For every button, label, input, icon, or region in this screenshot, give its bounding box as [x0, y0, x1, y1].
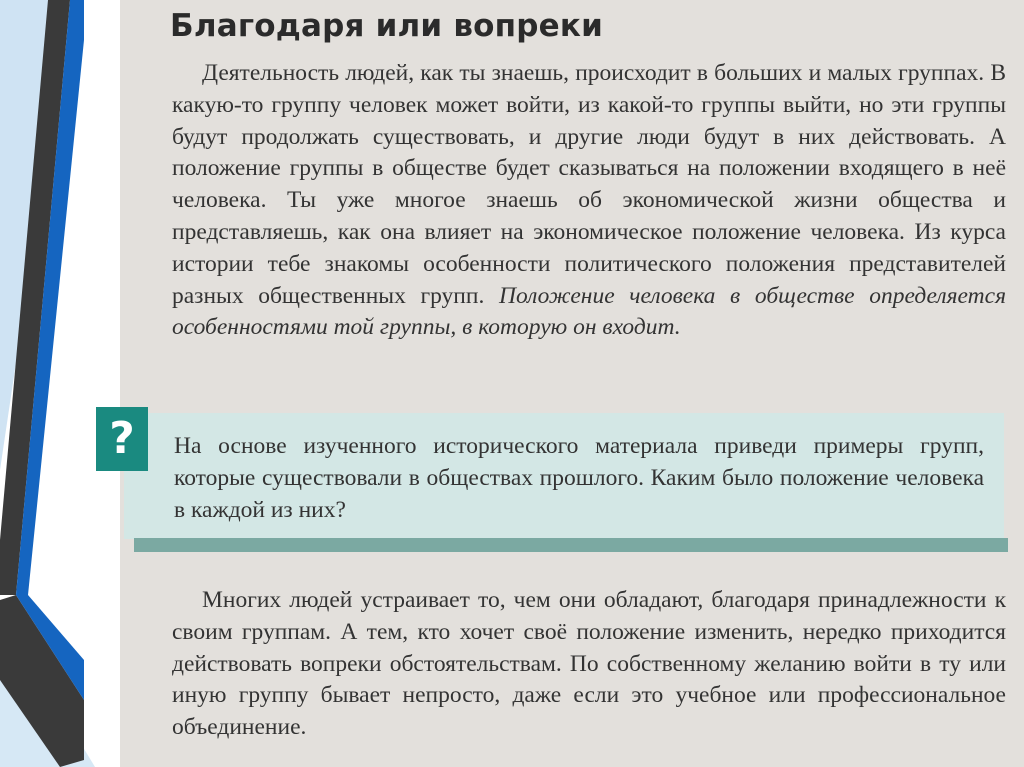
paragraph-1-italic: Положение человека в обществе определяется особенностями той группы, в которую он входит.	[172, 282, 1006, 341]
slide-decoration	[0, 0, 120, 767]
paragraph-2	[172, 585, 1006, 744]
section-title: Благодаря или вопреки	[170, 8, 604, 44]
paragraph-1	[172, 58, 1006, 344]
question-box-shadow	[134, 538, 1008, 552]
question-mark-icon: ?	[96, 407, 148, 471]
paragraph-1-text: Деятельность людей, как ты знаешь, происходит в больших и малых группах. В какую-то группу человек может войти, из какой-то группы выйти, но эти группы будут продолжать существовать, и другие люди будут в них действовать. А положение группы в обществе будет сказываться на положении входящего в неё человека. Ты уже многое знаешь об экономической жизни общества и представляешь, как она влияет на экономическое положение человека. Из курса истории тебе знакомы особенности политического положения представителей разных общественных групп.	[172, 60, 1006, 309]
question-text: На основе изученного исторического материала приведи примеры групп, которые существовали в обществах прошлого. Каким было положение человека в каждой из них?	[174, 433, 984, 523]
paragraph-2-text: Многих людей устраивает то, чем они обладают, благодаря принадлежности к своим группам. А тем, кто хочет своё положение изменить, нередко приходится действовать вопреки обстоятельствам. По собственному желанию войти в ту или иную группу бывает непросто, даже если это учебное или профессиональное объединение.	[172, 587, 1006, 741]
